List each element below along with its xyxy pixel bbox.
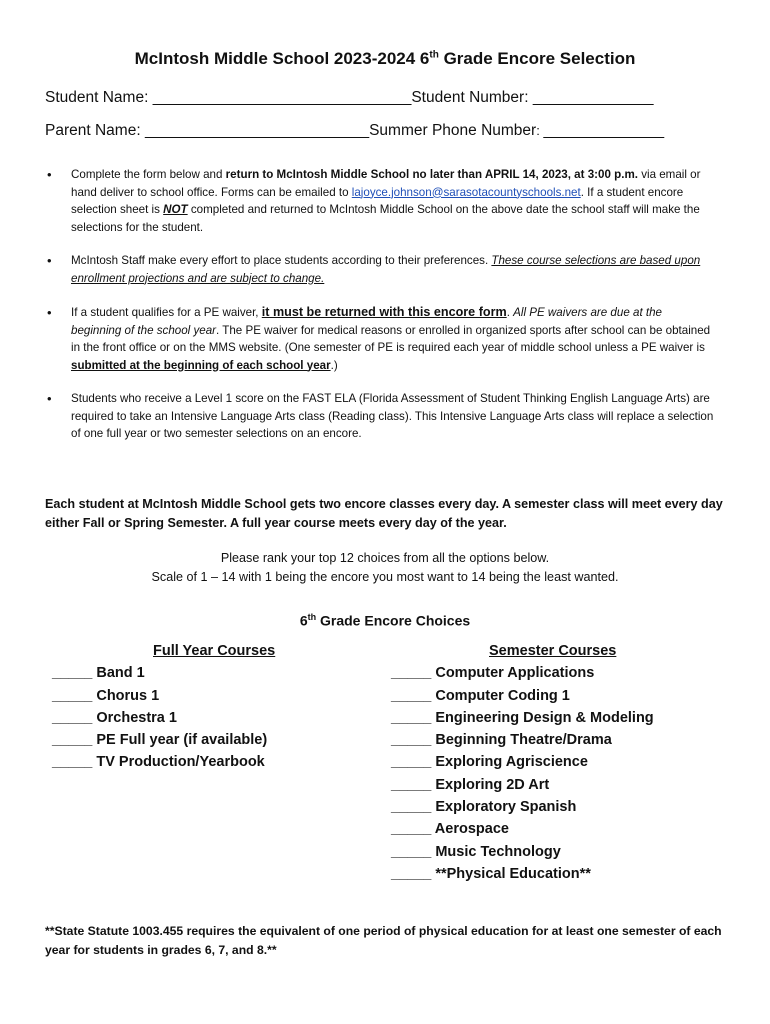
full-year-courses (52, 640, 275, 774)
page-title: McIntosh Middle School 2023-2024 6th Grade Encore Selection (134, 49, 636, 68)
summer-phone-field[interactable]: ______________ (543, 122, 665, 139)
course-computer-coding[interactable]: _____ Computer Coding 1 (391, 687, 570, 704)
instruction-pe-waiver: • If a student qualifies for a PE waiver, it must be returned with this encore form. All PE waivers are due at the beginning of the school year. The PE waiver for medical reasons or enrolled in organized sports after school can be obtained in the front office or on the MMS website. (One semester of PE is required each year of middle school unless a PE waiver is submitted at the beginning of each school year.) (45, 304, 715, 374)
course-engineering-design[interactable]: _____ Engineering Design & Modeling (391, 709, 654, 726)
semester-courses (391, 640, 654, 885)
email-link[interactable]: lajoyce.johnson@sarasotacountyschools.net (351, 185, 581, 199)
parent-info-row: Parent Name: __________________________Summer Phone Number: ______________ (45, 122, 665, 139)
course-aerospace[interactable]: _____ Aerospace (391, 821, 509, 838)
instruction-placement: • McIntosh Staff make every effort to place students according to their preferences. These course selections are based upon enrollment projections and are subject to change. (45, 252, 715, 287)
full-year-header: Full Year Courses (153, 643, 276, 659)
semester-header: Semester Courses (489, 643, 617, 659)
course-orchestra-1[interactable]: _____ Orchestra 1 (52, 709, 177, 726)
course-music-technology[interactable]: _____ Music Technology (391, 843, 561, 860)
scale-instruction: Scale of 1 – 14 with 1 being the encore you most want to 14 being the least wanted. (151, 570, 619, 584)
parent-name-field[interactable]: __________________________ (144, 122, 370, 139)
rank-instruction: Please rank your top 12 choices from all the options below. (220, 551, 550, 565)
course-theatre-drama[interactable]: _____ Beginning Theatre/Drama (391, 732, 612, 749)
state-statute-footnote: **State Statute 1003.455 requires the equivalent of one period of physical education for at least one semester of each year for students in grades 6, 7, and 8.** (45, 924, 722, 957)
course-agriscience[interactable]: _____ Exploring Agriscience (391, 754, 588, 771)
instruction-fast-ela: • Students who receive a Level 1 score on the FAST ELA (Florida Assessment of Student Thinking English Language Arts) are required to take an Intensive Language Arts class (Reading class). This Intensive Language Arts class will replace a selection of one full year or two semester selections on an encore. (45, 390, 715, 443)
student-number-field[interactable]: ______________ (532, 89, 654, 106)
course-chorus-1[interactable]: _____ Chorus 1 (52, 687, 160, 704)
student-number-label: Student Number: (411, 89, 533, 106)
choices-title: 6th Grade Encore Choices (299, 612, 471, 629)
parent-name-label: Parent Name: (45, 122, 145, 139)
student-name-field[interactable]: ______________________________ (152, 89, 412, 106)
course-band-1[interactable]: _____ Band 1 (52, 665, 145, 682)
course-tv-production[interactable]: _____ TV Production/Yearbook (52, 754, 265, 771)
student-info-row (45, 89, 654, 107)
course-2d-art[interactable]: _____ Exploring 2D Art (391, 776, 550, 793)
instruction-deadline: • Complete the form below and return to McIntosh Middle School no later than APRIL 14, 2023, at 3:00 p.m. via email or hand deliver to school office. Forms can be emailed to lajoyce.johnson@sarasotacountyschools.net. If a student encore selection sheet is NOT completed and returned to McIntosh Middle School on the above date the school staff will make the selections for the student. (45, 166, 715, 236)
course-spanish[interactable]: _____ Exploratory Spanish (391, 799, 577, 816)
student-name-label: Student Name: (45, 89, 153, 106)
course-pe-full-year[interactable]: _____ PE Full year (if available) (52, 732, 268, 749)
course-computer-applications[interactable]: _____ Computer Applications (391, 665, 595, 682)
course-physical-education[interactable]: _____ **Physical Education** (391, 865, 591, 882)
encore-info-paragraph: Each student at McIntosh Middle School gets two encore classes every day. A semester class will meet every day either Fall or Spring Semester. A full year course meets every day of the year. (45, 497, 723, 530)
summer-phone-label: Summer Phone Number (369, 122, 537, 139)
